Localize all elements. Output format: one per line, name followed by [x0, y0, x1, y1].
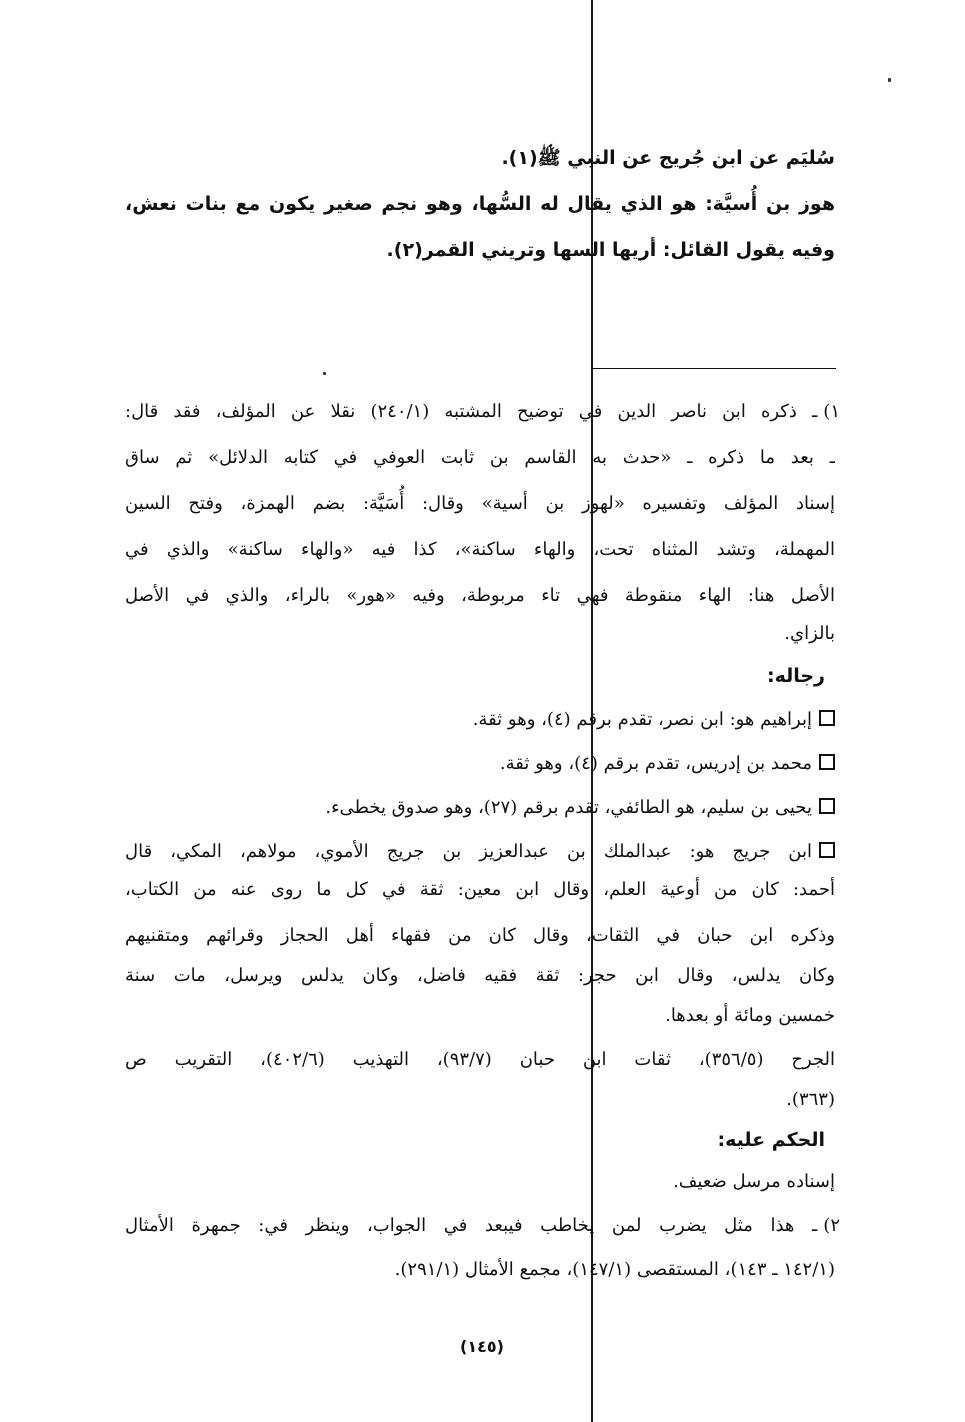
references-line-1: الجرح (٣٥٦/٥)، ثقات ابن حبان (٩٣/٧)، التهذيب (٤٠٢/٦)، التقريب ص [125, 1049, 835, 1070]
rijal-item-1-text: إبراهيم هو: ابن نصر، تقدم برقم (٤)، وهو ثقة. [472, 709, 812, 730]
footnote-separator [593, 368, 836, 369]
ibn-jurayj-line-1: أحمد: كان من أوعية العلم، وقال ابن معين: ثقة في كل ما روى عنه من الكتاب، [125, 879, 835, 900]
footnote-1-text: ـ ذكره ابن ناصر الدين في توضيح المشتبه (٢٤٠/١) نقلا عن المؤلف، فقد قال: [125, 401, 818, 422]
rijal-item-4 [125, 832, 835, 872]
rijal-item-3 [125, 788, 835, 828]
footnote-2-line-2: (١٤٢/١ ـ ١٤٣)، المستقصى (١٤٧/١)، مجمع الأمثال (٢٩١/١). [394, 1259, 835, 1280]
ibn-jurayj-line-3: وكان يدلس، وقال ابن حجر: ثقة فقيه فاضل، وكان يدلس ويرسل، مات سنة [125, 965, 835, 986]
hukm-heading: الحكم عليه: [717, 1129, 825, 1151]
scan-speck [323, 372, 326, 375]
rijal-item-3-text: يحيى بن سليم، هو الطائفي، تقدم برقم (٢٧)، وهو صدوق يخطىء. [325, 797, 812, 818]
footnote-1-line-6: بالزاي. [784, 623, 835, 644]
footnote-1-line-1 [125, 392, 840, 432]
checkbox-icon [819, 798, 835, 814]
footnote-2-line-1 [125, 1206, 840, 1246]
ibn-jurayj-line-4: خمسين ومائة أو بعدها. [665, 1005, 835, 1026]
footnote-2-text: ـ هذا مثل يضرب لمن يخاطب فيبعد في الجواب، وينظر في: جمهرة الأمثال [125, 1215, 818, 1236]
footnote-2-marker: ٢) [823, 1215, 840, 1236]
main-text-line-3: وفيه يقول القائل: أريها السها وتريني القمر(٢). [386, 239, 835, 261]
footnote-1-line-5: الأصل هنا: الهاء منقوطة فهي تاء مربوطة، وفيه «هور» بالراء، والذي في الأصل [125, 585, 835, 606]
footnote-1-line-3: إسناد المؤلف وتفسيره «لهوز بن أسية» وقال: أُسَيَّة: بضم الهمزة، وفتح السين [125, 493, 835, 514]
rijal-item-1 [125, 700, 835, 740]
scan-speck [888, 78, 891, 82]
page-number: (١٤٥) [460, 1337, 504, 1356]
footnote-1-marker: ١) [823, 401, 840, 422]
footnote-1-line-4: المهملة، وتشد المثناه تحت، والهاء ساكنة»، كذا فيه «والهاء ساكنة» والذي في [125, 539, 835, 560]
checkbox-icon [819, 754, 835, 770]
footnote-1-line-2: ـ بعد ما ذكره ـ «حدث به القاسم بن ثابت العوفي في كتابه الدلائل» ثم ساق [125, 447, 835, 468]
rijal-item-4-text: ابن جريج هو: عبدالملك بن عبدالعزيز بن جريج الأموي، مولاهم، المكي، قال [125, 841, 812, 862]
checkbox-icon [819, 842, 835, 858]
main-text-line-1: سُليَم عن ابن جُريج عن النبي ﷺ(١). [501, 147, 835, 169]
checkbox-icon [819, 710, 835, 726]
main-text-line-2: هوز بن أُسيَّة: هو الذي يقال له السُّها، وهو نجم صغير يكون مع بنات نعش، [125, 193, 835, 215]
rijal-item-2 [125, 744, 835, 784]
rijal-heading: رجاله: [766, 665, 825, 687]
rijal-item-2-text: محمد بن إدريس، تقدم برقم (٤)، وهو ثقة. [499, 753, 812, 774]
ibn-jurayj-line-2: وذكره ابن حبان في الثقات، وقال كان من فقهاء أهل الحجاز وقرائهم ومتقنيهم [125, 925, 835, 946]
references-line-2: (٣٦٣). [786, 1089, 835, 1110]
hukm-text: إسناده مرسل ضعيف. [673, 1171, 835, 1192]
